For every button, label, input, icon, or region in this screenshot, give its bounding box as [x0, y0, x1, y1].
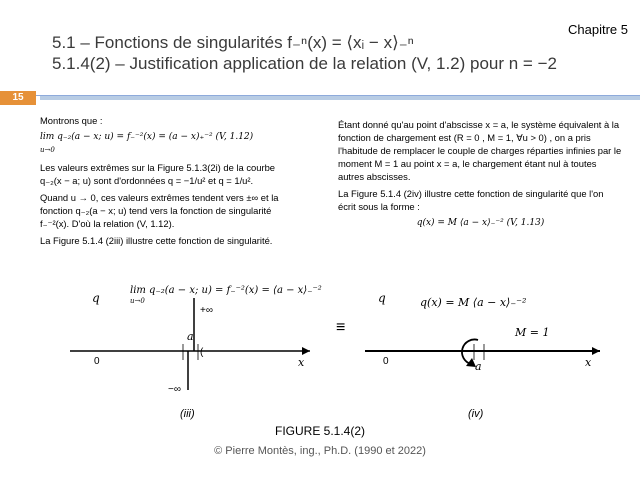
- equivalent-system-paragraph: Étant donné qu'au point d'abscisse x = a, le système équivalent à la fonction de chargement est (R = 0 , M = 1, ∀u > 0) , on a pris l'habitude de remplacer le couple de charges réparties infinies par le moment M = 1 au point x = a, le chargement étant nul à toutes autres abscisses.: [338, 119, 622, 182]
- header-divider: [40, 96, 640, 100]
- limit-subscript: u→0: [40, 146, 55, 154]
- right-text-column: [338, 118, 623, 234]
- x-axis-arrow-left: [302, 347, 310, 355]
- page-number-badge: 15: [0, 91, 36, 105]
- limit-paragraph: Quand u → 0, ces valeurs extrêmes tendent vers ±∞ et la fonction q₋₂(a − x; u) tend vers la fonction de singularité f₋⁻²(x). D'où la relation (V, 1.12).: [40, 192, 279, 229]
- a-label-left: a: [187, 330, 194, 343]
- x-axis-label-left: x: [298, 356, 305, 369]
- copyright-footer: © Pierre Montès, ing., Ph.D. (1990 et 2022): [214, 445, 426, 457]
- origin-label-right: 0: [383, 356, 389, 367]
- chapter-label: Chapitre 5: [568, 22, 628, 37]
- q-axis-label-right: q: [378, 291, 386, 305]
- slide-title-line2: 5.1.4(2) – Justification application de la relation (V, 1.2) pour n = −2: [52, 54, 557, 73]
- figure-left-limit-subscript: u→0: [130, 297, 145, 305]
- plus-infinity-label: +∞: [200, 305, 213, 316]
- equation-v-1-12: [40, 131, 298, 157]
- minus-infinity-label: −∞: [168, 384, 181, 395]
- equation-v-1-12-text: lim q₋₂(a − x; u) = f₋⁻²(x) = (a − x)₊⁻² (V, 1.12): [40, 132, 254, 142]
- equation-v-1-13: q(x) = M ⟨a − x⟩₋⁻² (V, 1.13): [416, 218, 545, 228]
- equivalence-symbol: ≡: [336, 319, 346, 336]
- q-axis-label-left: q: [92, 291, 100, 305]
- x-axis-arrow-right: [592, 347, 600, 355]
- figure-label-iv: (iv): [468, 408, 484, 420]
- figure-iv-reference-paragraph: La Figure 5.1.4 (2iv) illustre cette fonction de singularité que l'on écrit sous la forme :: [338, 188, 604, 212]
- bracket-glyph: (: [200, 347, 204, 358]
- moment-label: M = 1: [515, 326, 550, 339]
- figure-reference-paragraph: La Figure 5.1.4 (2iii) illustre cette fonction de singularité.: [40, 235, 273, 246]
- a-label-right: a: [475, 360, 482, 373]
- figure-right-equation: q(x) = M ⟨a − x⟩₋⁻²: [420, 296, 527, 309]
- figure-caption: FIGURE 5.1.4(2): [274, 424, 366, 438]
- figure-left-equation: lim q₋₂(a − x; u) = f₋⁻²(x) = ⟨a − x⟩₋⁻²: [130, 285, 322, 296]
- x-axis-label-right: x: [585, 356, 592, 369]
- intro-text: Montrons que :: [40, 115, 103, 126]
- left-text-column: [40, 114, 298, 251]
- origin-label-left: 0: [94, 356, 100, 367]
- figure-label-iii: (iii): [180, 408, 195, 420]
- extreme-values-paragraph: Les valeurs extrêmes sur la Figure 5.1.3(2i) de la courbe q₋₂(x − a; u) sont d'ordonnées q = −1/u² et q = 1/u².: [40, 162, 276, 186]
- slide-title-line1: 5.1 – Fonctions de singularités f₋ⁿ(x) = ⟨xᵢ − x⟩₋ⁿ: [52, 33, 414, 52]
